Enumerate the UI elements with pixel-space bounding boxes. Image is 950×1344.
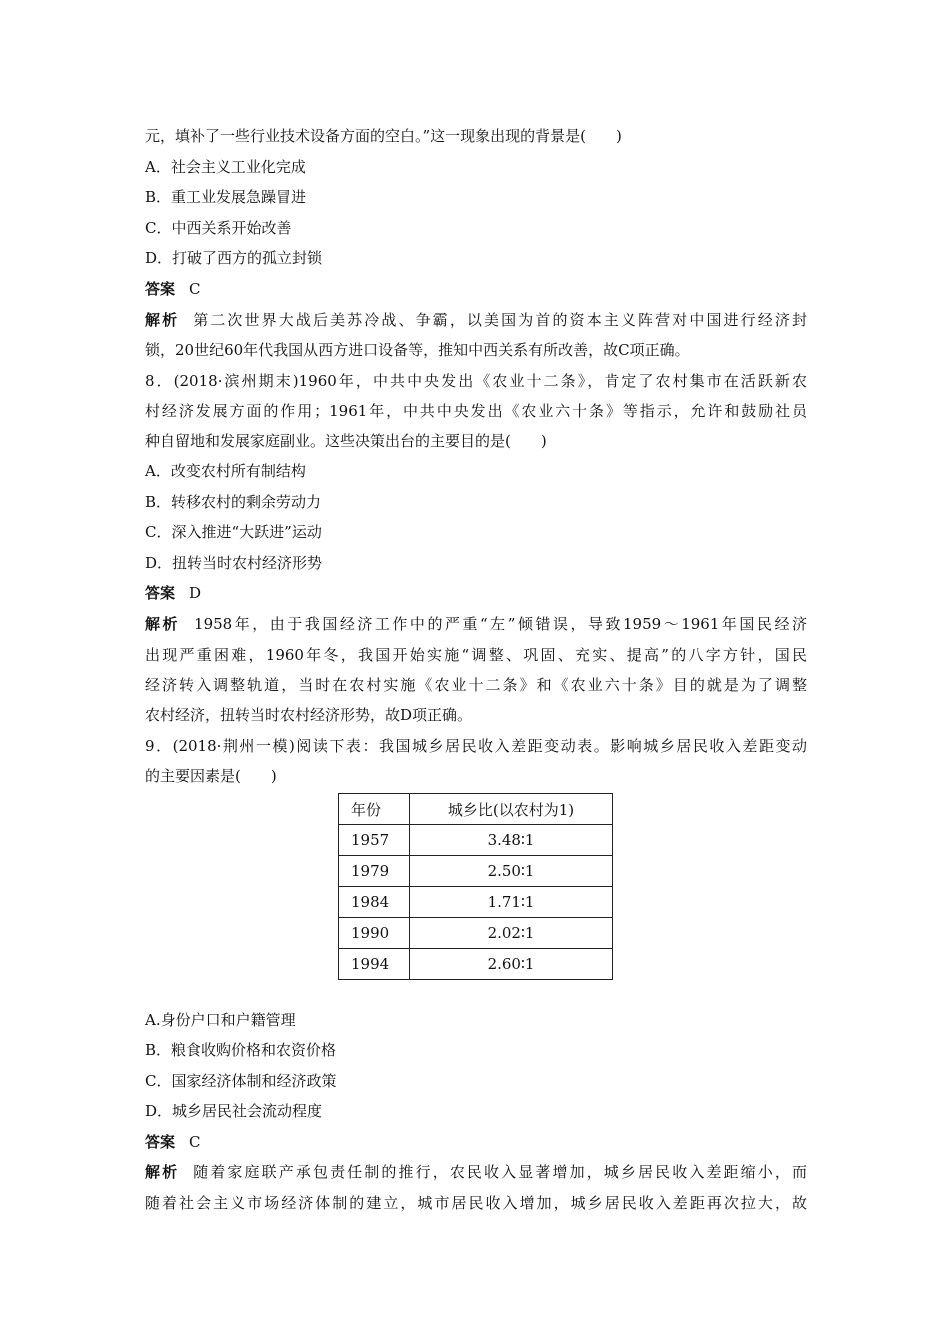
table-cell-year: 1957: [339, 825, 410, 856]
table-cell-ratio: 3.48∶1: [410, 825, 613, 856]
q8-analysis-line-2: 出现严重困难，1960年冬，我国开始实施“调整、巩固、充实、提高”的八字方针，国民: [145, 646, 807, 664]
q7-answer-line: [145, 278, 807, 300]
table-cell-year: 1979: [339, 856, 410, 887]
q7-analysis-text-1: 第二次世界大战后美苏冷战、争霸，以美国为首的资本主义阵营对中国进行经济封: [193, 311, 807, 329]
q7-option-a: A．社会主义工业化完成: [145, 158, 306, 176]
q7-option-d: D．打破了西方的孤立封锁: [145, 249, 323, 267]
analysis-label: 解析: [145, 311, 180, 329]
table-row: [339, 918, 613, 949]
q8-stem-line-1: 8．(2018·滨州期末)1960年，中共中央发出《农业十二条》，肯定了农村集市在活跃新农: [145, 372, 807, 390]
q8-analysis-text-1: 1958年，由于我国经济工作中的严重“左”倾错误，导致1959～1961年国民经济: [194, 615, 807, 633]
q8-stem-line-3: 种自留地和发展家庭副业。这些决策出台的主要目的是( ): [145, 432, 547, 450]
q8-option-d: D．扭转当时农村经济形势: [145, 554, 323, 572]
table-cell-year: 1984: [339, 887, 410, 918]
q9-option-c: C．国家经济体制和经济政策: [145, 1072, 337, 1090]
table-row: [339, 856, 613, 887]
q9-option-b: B．粮食收购价格和农资价格: [145, 1041, 337, 1059]
q7-option-b: B．重工业发展急躁冒进: [145, 188, 307, 206]
q8-analysis-line-3: 经济转入调整轨道，当时在农村实施《农业十二条》和《农业六十条》目的就是为了调整: [145, 676, 807, 694]
table-header-row: [339, 794, 613, 825]
q8-answer-value: D: [189, 584, 202, 602]
table-row: [339, 887, 613, 918]
answer-label: 答案: [145, 584, 176, 602]
q9-analysis-line-2: 随着社会主义市场经济体制的建立，城市居民收入增加，城乡居民收入差距再次拉大，故: [145, 1194, 807, 1212]
table-cell-ratio: 1.71∶1: [410, 887, 613, 918]
q8-analysis-line-1: [145, 613, 807, 635]
q8-option-b: B．转移农村的剩余劳动力: [145, 493, 322, 511]
q8-stem-line-2: 村经济发展方面的作用；1961年，中共中央发出《农业六十条》等指示，允许和鼓励社员: [145, 402, 807, 420]
q9-analysis-line-1: [145, 1161, 807, 1183]
table-cell-year: 1994: [339, 949, 410, 980]
q7-analysis-line-2: 锁，20世纪60年代我国从西方进口设备等，推知中西关系有所改善，故C项正确。: [145, 341, 690, 359]
table-header-year: 年份: [339, 794, 410, 825]
table-row: [339, 949, 613, 980]
q7-stem-continuation: 元，填补了一些行业技术设备方面的空白。”这一现象出现的背景是( ): [145, 127, 622, 145]
q9-option-a: A.身份户口和户籍管理: [145, 1011, 296, 1029]
q8-option-c: C．深入推进“大跃进”运动: [145, 523, 322, 541]
q9-option-d: D．城乡居民社会流动程度: [145, 1102, 323, 1120]
q7-answer-value: C: [189, 280, 201, 298]
analysis-label: 解析: [145, 615, 181, 633]
table-cell-ratio: 2.02∶1: [410, 918, 613, 949]
q9-answer-line: [145, 1131, 807, 1153]
q9-stem-line-1: 9．(2018·荆州一模)阅读下表：我国城乡居民收入差距变动表。影响城乡居民收入差距变动: [145, 737, 807, 755]
q8-answer-line: [145, 582, 807, 604]
analysis-label: 解析: [145, 1163, 180, 1181]
q9-analysis-text-1: 随着家庭联产承包责任制的推行，农民收入显著增加，城乡居民收入差距缩小，而: [193, 1163, 807, 1181]
income-gap-table: [338, 793, 613, 980]
q7-option-c: C．中西关系开始改善: [145, 219, 292, 237]
q9-answer-value: C: [189, 1133, 201, 1151]
table-cell-ratio: 2.50∶1: [410, 856, 613, 887]
q9-stem-line-2: 的主要因素是( ): [145, 767, 277, 785]
table-header-ratio: 城乡比(以农村为1): [410, 794, 613, 825]
q8-analysis-line-4: 农村经济，扭转当时农村经济形势，故D项正确。: [145, 706, 473, 724]
table-cell-year: 1990: [339, 918, 410, 949]
table-cell-ratio: 2.60∶1: [410, 949, 613, 980]
answer-label: 答案: [145, 1133, 176, 1151]
q8-option-a: A．改变农村所有制结构: [145, 462, 306, 480]
answer-label: 答案: [145, 280, 176, 298]
q7-analysis-line-1: [145, 309, 807, 331]
table-row: [339, 825, 613, 856]
